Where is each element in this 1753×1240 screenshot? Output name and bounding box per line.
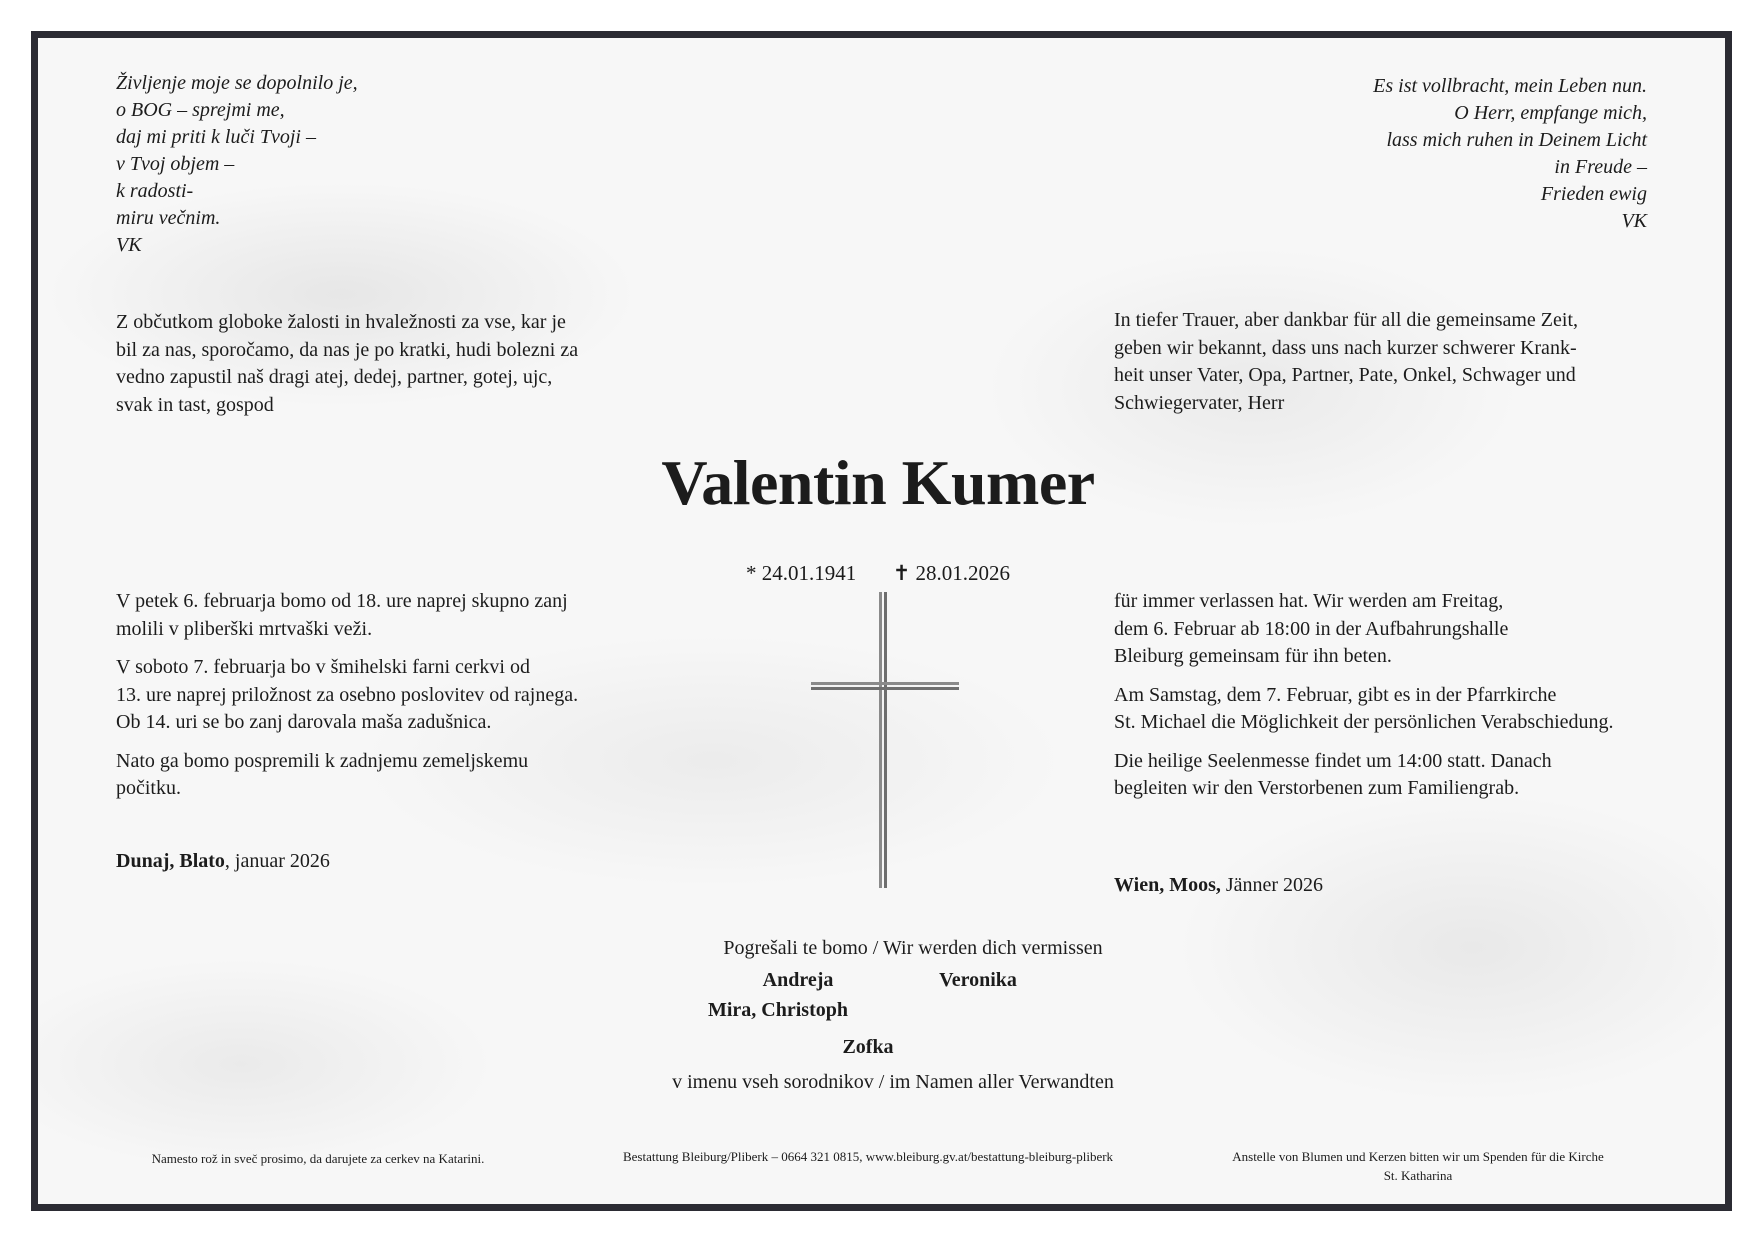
intro-line: In tiefer Trauer, aber dankbar für all die gemeinsame Zeit, — [1114, 309, 1579, 331]
details-line: počitku. — [116, 777, 181, 799]
life-dates — [488, 561, 1268, 586]
details-line: molili v pliberški mrtvaški veži. — [116, 617, 373, 640]
intro-line: heit unser Vater, Opa, Partner, Pate, Onkel, Schwager und — [1114, 364, 1576, 386]
poem-line: o BOG – sprejmi me, — [116, 99, 285, 121]
intro-line: Z občutkom globoke žalosti in hvaležnosti za vse, kar je — [116, 311, 566, 333]
poem-line: miru večnim. — [116, 207, 221, 229]
poem-line: VK — [116, 234, 142, 256]
details-line: dem 6. Februar ab 18:00 in der Aufbahrungshalle — [1114, 617, 1509, 640]
footer-line: St. Katharina — [1383, 1168, 1453, 1183]
deceased-name: Valentin Kumer — [661, 447, 1095, 518]
details-line: Ob 14. uri se bo zanj darovala maša zadušnica. — [116, 711, 492, 733]
details-line: für immer verlassen hat. Wir werden am Freitag, — [1114, 590, 1504, 612]
mourners-heading: Pogrešali te bomo / Wir werden dich vermissen — [723, 937, 1103, 959]
details-paragraph — [1114, 748, 1614, 803]
details-line: Am Samstag, dem 7. Februar, gibt es in der Pfarrkirche — [1114, 683, 1557, 706]
details-line: 13. ure naprej priložnost za osebno poslovitev od rajnega. — [116, 683, 579, 706]
details-line: begleiten wir den Verstorbenen zum Familiengrab. — [1114, 777, 1520, 799]
details-line: Nato ga bomo pospremili k zadnjemu zemeljskemu — [116, 749, 529, 772]
poem-line: v Tvoj objem – — [116, 153, 235, 175]
poem-line: O Herr, empfange mich, — [1454, 102, 1647, 124]
mourners-closing: v imenu vseh sorodnikov / im Namen aller Verwandten — [672, 1071, 1114, 1093]
intro-line: Schwiegervater, Herr — [1114, 391, 1285, 414]
details-line: V soboto 7. februarja bo v šmihelski farni cerkvi od — [116, 656, 530, 678]
details-paragraph — [116, 654, 578, 737]
footer-note-slovenian: Namesto rož in sveč prosimo, da darujete za cerkev na Katarini. — [151, 1151, 485, 1166]
poem-line: Es ist vollbracht, mein Leben nun. — [1373, 75, 1647, 97]
poem-line: Življenje moje se dopolnilo je, — [116, 72, 358, 94]
poem-line: daj mi priti k luči Tvoji – — [116, 126, 316, 148]
details-line: Bleiburg gemeinsam für ihn beten. — [1114, 645, 1392, 667]
mourner-name: Veronika — [939, 969, 1017, 991]
place-date-german — [1114, 872, 1323, 900]
footer-funeral-service: Bestattung Bleiburg/Pliberk – 0664 321 0815, www.bleiburg.gv.at/bestattung-bleiburg-pliberk — [622, 1149, 1114, 1164]
details-paragraph — [1114, 588, 1614, 671]
mourner-name: Zofka — [842, 1036, 894, 1058]
intro-line: vedno zapustil naš dragi atej, dedej, partner, gotej, ujc, — [116, 366, 553, 388]
footer-line: Anstelle von Blumen und Kerzen bitten wir um Spenden für die Kirche — [1232, 1149, 1604, 1164]
mourner-name: Andreja — [762, 969, 834, 991]
place-date: Jänner 2026 — [1220, 874, 1324, 896]
poem-line: Frieden ewig — [1540, 183, 1647, 205]
cross-icon — [807, 590, 967, 890]
poem-german — [1373, 73, 1647, 235]
birth-date: * 24.01.1941 — [745, 561, 857, 585]
mourner-name: Mira, Christoph — [708, 999, 848, 1021]
details-line: V petek 6. februarja bomo od 18. ure naprej skupno zanj — [116, 590, 568, 612]
poem-line: k radosti- — [116, 180, 194, 202]
place-date-slovenian — [116, 848, 330, 876]
death-date: ✝ 28.01.2026 — [892, 561, 1011, 585]
details-paragraph — [116, 748, 578, 803]
place-date: , januar 2026 — [224, 850, 330, 872]
poem-line: in Freude – — [1554, 156, 1647, 178]
intro-slovenian — [116, 309, 578, 419]
poem-line: lass mich ruhen in Deinem Licht — [1386, 129, 1647, 151]
details-line: Die heilige Seelenmesse findet um 14:00 statt. Danach — [1114, 749, 1552, 772]
intro-line: svak in tast, gospod — [116, 393, 274, 416]
obituary-card — [31, 31, 1732, 1211]
intro-line: geben wir bekannt, dass uns nach kurzer schwerer Krank- — [1114, 336, 1577, 359]
details-line: St. Michael die Möglichkeit der persönlichen Verabschiedung. — [1114, 711, 1614, 733]
details-slovenian — [116, 588, 578, 814]
poem-slovenian — [116, 70, 358, 259]
details-german — [1114, 588, 1614, 814]
footer-note-german — [1168, 1147, 1668, 1185]
intro-german — [1114, 307, 1578, 417]
poem-line: VK — [1621, 210, 1647, 232]
intro-line: bil za nas, sporočamo, da nas je po kratki, hudi bolezni za — [116, 338, 579, 361]
place-name: Wien, Moos, — [1114, 874, 1221, 896]
place-name: Dunaj, Blato — [116, 850, 225, 872]
details-paragraph — [1114, 682, 1614, 737]
details-paragraph — [116, 588, 578, 643]
